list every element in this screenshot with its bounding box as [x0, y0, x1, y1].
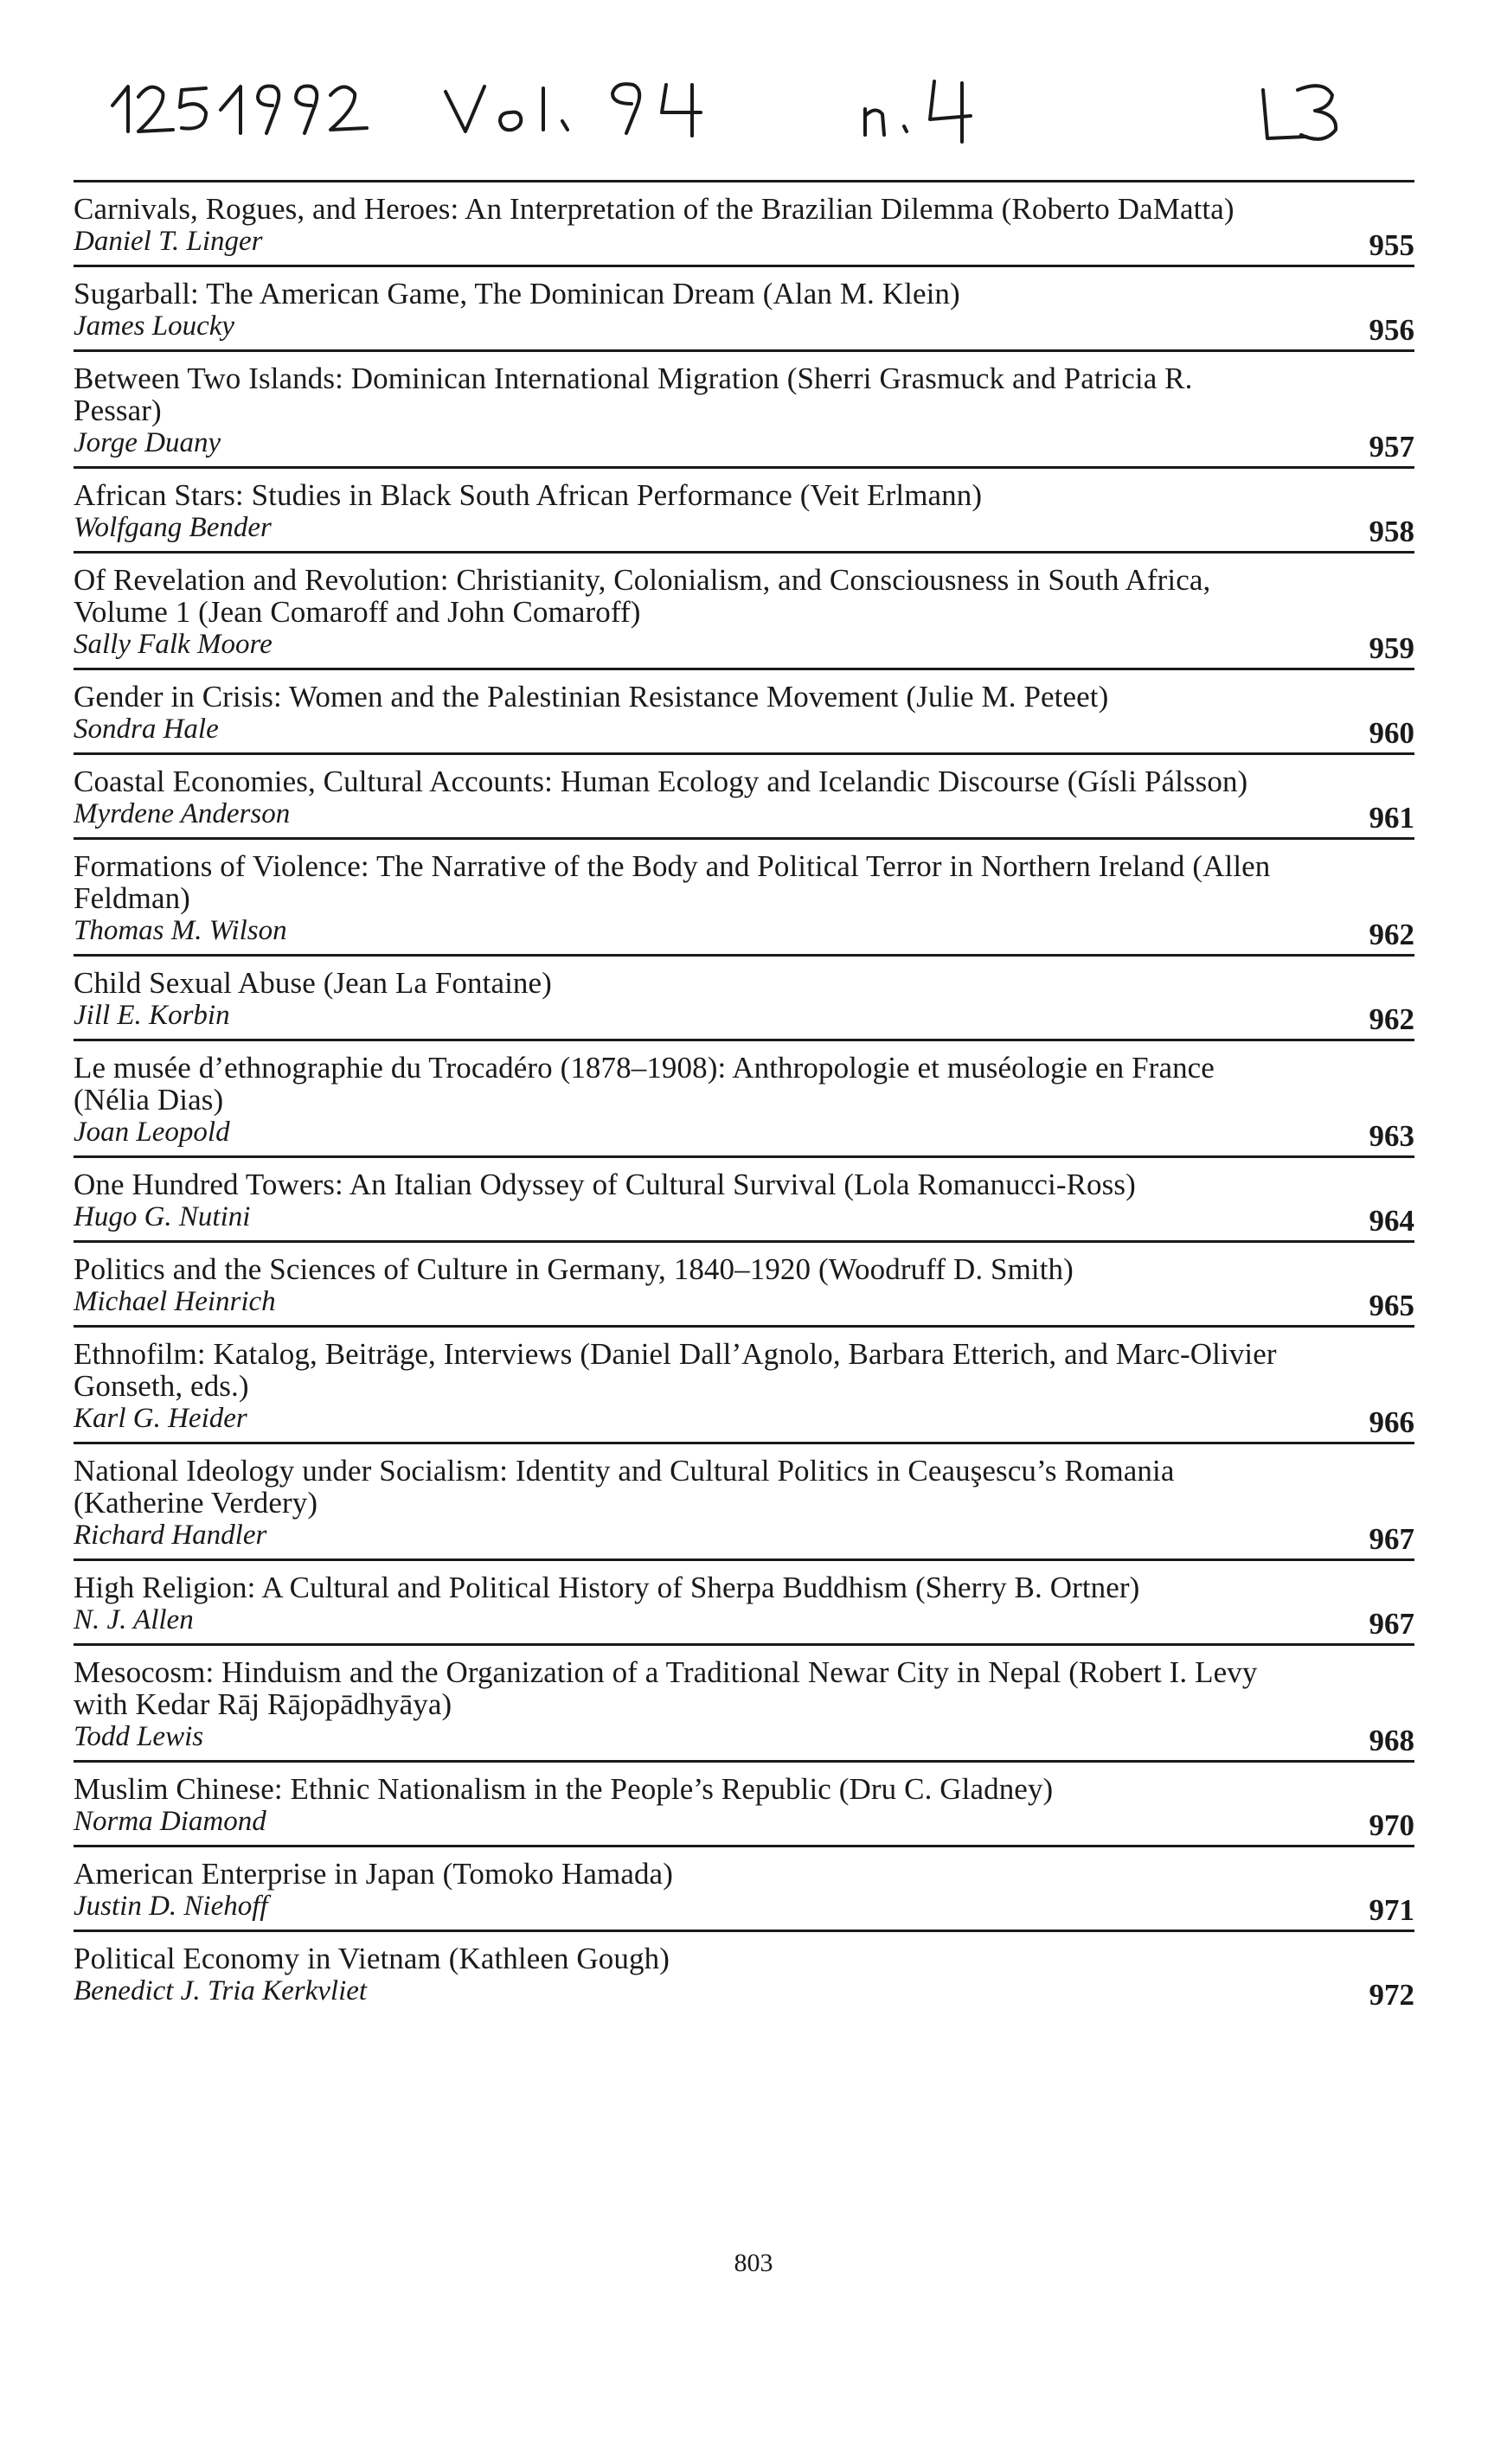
review-title: Child Sexual Abuse (Jean La Fontaine)	[74, 966, 552, 1000]
review-page-number: 958	[1369, 515, 1414, 548]
review-entry	[74, 1158, 1414, 1243]
review-title: Gender in Crisis: Women and the Palestinian Resistance Movement (Julie M. Peteet)	[74, 680, 1109, 714]
review-title: Carnivals, Rogues, and Heroes: An Interpretation of the Brazilian Dilemma (Roberto DaMatta)	[74, 192, 1234, 226]
review-entry	[74, 957, 1414, 1041]
review-entry	[74, 1444, 1414, 1561]
review-title: Between Two Islands: Dominican International Migration (Sherri Grasmuck and Patricia R. Pessar)	[74, 362, 1193, 427]
review-page-number: 970	[1369, 1808, 1414, 1842]
reviewer-name: Thomas M. Wilson	[74, 915, 287, 946]
review-title: Mesocosm: Hinduism and the Organization of a Traditional Newar City in Nepal (Robert I. Levy with Kedar Rāj Rājopādhyāya)	[74, 1655, 1258, 1721]
reviewer-name: Michael Heinrich	[74, 1286, 276, 1317]
handwritten-annotation-drawing	[104, 71, 1419, 175]
review-title: One Hundred Towers: An Italian Odyssey of Cultural Survival (Lola Romanucci-Ross)	[74, 1168, 1136, 1201]
review-entry	[74, 755, 1414, 840]
review-entry	[74, 554, 1414, 670]
review-page-number: 971	[1369, 1893, 1414, 1927]
page-number: 803	[734, 2249, 773, 2277]
reviewer-name: Myrdene Anderson	[74, 798, 291, 829]
review-entry	[74, 1763, 1414, 1847]
review-title: High Religion: A Cultural and Political History of Sherpa Buddhism (Sherry B. Ortner)	[74, 1571, 1140, 1604]
review-entry	[74, 1847, 1414, 1932]
review-title: Coastal Economies, Cultural Accounts: Human Ecology and Icelandic Discourse (Gísli Pálsson)	[74, 765, 1248, 798]
review-page-number: 962	[1369, 1002, 1414, 1036]
review-page-number: 967	[1369, 1522, 1414, 1556]
review-page-number: 955	[1369, 228, 1414, 262]
reviewer-name: Todd Lewis	[74, 1721, 204, 1752]
reviewer-name: Hugo G. Nutini	[74, 1201, 251, 1232]
reviewer-name: Karl G. Heider	[74, 1403, 247, 1434]
reviewer-name: Daniel T. Linger	[74, 226, 263, 257]
handwritten-annotation	[104, 71, 1419, 175]
review-page-number: 963	[1369, 1119, 1414, 1153]
reviewer-name: Wolfgang Bender	[74, 512, 272, 543]
review-title: Of Revelation and Revolution: Christianity, Colonialism, and Consciousness in South Africa, Volume 1 (Jean Comaroff and John Comaroff)	[74, 563, 1211, 629]
review-title: National Ideology under Socialism: Identity and Cultural Politics in Ceauşescu’s Romania (Katherine Verdery)	[74, 1454, 1175, 1520]
review-entry	[74, 670, 1414, 755]
reviewer-name: Joan Leopold	[74, 1117, 230, 1148]
review-entry	[74, 840, 1414, 957]
review-page-number: 960	[1369, 716, 1414, 750]
review-entry	[74, 1041, 1414, 1158]
reviewer-name: Sally Falk Moore	[74, 629, 273, 660]
reviewer-name: Richard Handler	[74, 1520, 267, 1551]
review-list	[74, 180, 1414, 2014]
reviewer-name: Norma Diamond	[74, 1806, 266, 1837]
review-page-number: 967	[1369, 1607, 1414, 1641]
review-entry	[74, 1243, 1414, 1328]
review-title: African Stars: Studies in Black South African Performance (Veit Erlmann)	[74, 478, 983, 512]
review-page-number: 972	[1369, 1978, 1414, 2012]
review-entry	[74, 1561, 1414, 1646]
review-title: American Enterprise in Japan (Tomoko Hamada)	[74, 1857, 673, 1891]
review-page-number: 956	[1369, 313, 1414, 347]
review-title: Ethnofilm: Katalog, Beiträge, Interviews (Daniel Dall’Agnolo, Barbara Etterich, and Marc-Olivier Gonseth, eds.)	[74, 1337, 1277, 1403]
review-entry	[74, 1328, 1414, 1444]
review-title: Formations of Violence: The Narrative of the Body and Political Terror in Northern Ireland (Allen Feldman)	[74, 849, 1271, 915]
review-page-number: 966	[1369, 1405, 1414, 1439]
review-page-number: 961	[1369, 801, 1414, 835]
review-page-number: 957	[1369, 430, 1414, 464]
review-entry	[74, 182, 1414, 267]
review-entry	[74, 469, 1414, 554]
review-title: Muslim Chinese: Ethnic Nationalism in the People’s Republic (Dru C. Gladney)	[74, 1772, 1054, 1806]
review-entry	[74, 1932, 1414, 2014]
review-page-number: 965	[1369, 1289, 1414, 1322]
review-page-number: 964	[1369, 1204, 1414, 1238]
reviewer-name: Sondra Hale	[74, 714, 219, 745]
review-title: Sugarball: The American Game, The Dominican Dream (Alan M. Klein)	[74, 277, 960, 310]
review-entry	[74, 352, 1414, 469]
reviewer-name: N. J. Allen	[74, 1604, 194, 1635]
review-title: Politics and the Sciences of Culture in Germany, 1840–1920 (Woodruff D. Smith)	[74, 1252, 1074, 1286]
review-page-number: 962	[1369, 918, 1414, 951]
review-title: Le musée d’ethnographie du Trocadéro (1878–1908): Anthropologie et muséologie en France (Nélia Dias)	[74, 1051, 1215, 1117]
review-entry	[74, 1646, 1414, 1763]
reviewer-name: James Loucky	[74, 310, 235, 342]
review-title: Political Economy in Vietnam (Kathleen Gough)	[74, 1942, 670, 1975]
reviewer-name: Justin D. Niehoff	[74, 1891, 268, 1922]
review-page-number: 968	[1369, 1724, 1414, 1757]
review-entry	[74, 267, 1414, 352]
review-page-number: 959	[1369, 631, 1414, 665]
reviewer-name: Jill E. Korbin	[74, 1000, 230, 1031]
reviewer-name: Jorge Duany	[74, 427, 221, 458]
reviewer-name: Benedict J. Tria Kerkvliet	[74, 1975, 368, 2006]
